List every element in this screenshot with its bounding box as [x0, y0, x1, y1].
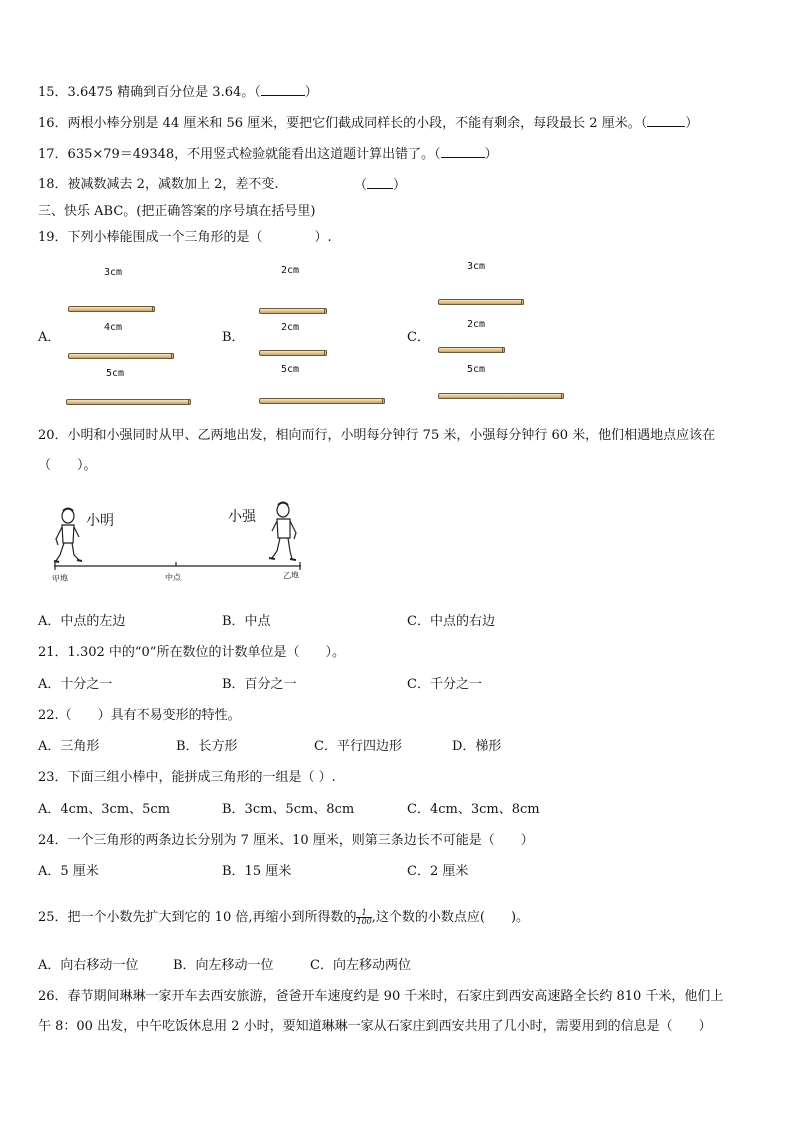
boy-right-icon	[269, 503, 296, 561]
q25-option-c[interactable]: C．向左移动两位	[310, 958, 411, 973]
stick-label: 5cm	[106, 368, 125, 379]
section-title: 三、快乐 ABC。(把正确答案的序号填在括号里)	[38, 204, 316, 219]
q24-option-a[interactable]: A．5 厘米	[38, 864, 99, 879]
question-20-cont: （ ）。	[38, 458, 97, 473]
label-jia: 甲地	[51, 573, 69, 584]
stick-5cm	[438, 393, 564, 399]
q19-option-a-letter[interactable]: A．	[38, 330, 61, 345]
q22-option-c[interactable]: C．平行四边形	[314, 739, 402, 754]
question-26: 26．春节期间琳琳一家开车去西安旅游，爸爸开车速度约是 90 千米时，石家庄到西安高速路全长约 810 千米，他们上	[38, 989, 724, 1004]
stick-5cm	[66, 399, 191, 405]
q23-option-c[interactable]: C．4cm、3cm、8cm	[407, 802, 540, 817]
question-22: 22.（ ）具有不易变形的特性。	[38, 708, 241, 723]
q25-option-b[interactable]: B．向左移动一位	[173, 958, 274, 973]
question-25: 25．把一个小数先扩大到它的 10 倍,再缩小到所得数的 $\frac{1}{100}$ ,这个数的小数点应( )。	[38, 908, 530, 926]
stick-label: 3cm	[467, 261, 486, 272]
stick-3cm	[68, 306, 155, 312]
label-xiaoming: 小明	[86, 513, 114, 529]
boy-left-icon	[54, 509, 82, 563]
answer-blank[interactable]	[441, 145, 485, 158]
stick-3cm	[438, 299, 524, 305]
stick-5cm	[259, 398, 385, 404]
question-24: 24．一个三角形的两条边长分别为 7 厘米、10 厘米，则第三条边长不可能是（ ）	[38, 833, 534, 848]
question-16: 16．两根小棒分别是 44 厘米和 56 厘米，要把它们截成同样长的小段，不能有剩余，每段最长 2 厘米。（ ）	[38, 116, 699, 131]
q20-option-a[interactable]: A．中点的左边	[38, 614, 126, 629]
stick-label: 2cm	[281, 265, 300, 276]
question-18: 18．被减数减去 2，减数加上 2，差不变.	[38, 177, 279, 192]
question-23: 23．下面三组小棒中，能拼成三角形的一组是（ ）.	[38, 770, 336, 785]
q21-option-c[interactable]: C．千分之一	[407, 677, 482, 692]
q20-option-b[interactable]: B．中点	[222, 614, 271, 629]
q23-option-b[interactable]: B．3cm、5cm、8cm	[222, 802, 355, 817]
q23-option-a[interactable]: A．4cm、3cm、5cm	[38, 802, 171, 817]
answer-blank[interactable]	[647, 114, 685, 127]
answer-blank[interactable]	[367, 176, 393, 189]
stick-label: 5cm	[281, 364, 300, 375]
q19-option-b-letter[interactable]: B．	[222, 330, 245, 345]
stick-label: 3cm	[104, 267, 123, 278]
stick-label: 5cm	[467, 364, 486, 375]
question-18-blank: （ ）	[354, 178, 407, 193]
question-20: 20．小明和小强同时从甲、乙两地出发，相向而行，小明每分钟行 75 米，小强每分钟行 60 米，他们相遇地点应该在	[38, 428, 716, 443]
question-17: 17．635×79＝49348，不用竖式检验就能看出这道题计算出错了。（ ）	[38, 147, 498, 162]
stick-label: 2cm	[281, 322, 300, 333]
question-26-cont: 午 8：00 出发，中午吃饭休息用 2 小时，要知道琳琳一家从石家庄到西安共用了几小时，需要用到的信息是（ ）	[38, 1019, 712, 1034]
walking-diagram	[46, 495, 316, 587]
question-19: 19．下列小棒能围成一个三角形的是（ ）.	[38, 230, 332, 245]
fraction-one-hundredth: $\frac{1}{100}$	[356, 908, 372, 926]
q24-option-b[interactable]: B．15 厘米	[222, 864, 292, 879]
label-midpoint: 中点	[165, 573, 181, 582]
q20-option-c[interactable]: C．中点的右边	[407, 614, 495, 629]
answer-blank[interactable]	[261, 83, 305, 96]
question-15: 15．3.6475 精确到百分位是 3.64。（ ）	[38, 85, 318, 100]
stick-label: 4cm	[104, 322, 123, 333]
q22-option-d[interactable]: D．梯形	[452, 739, 502, 754]
label-yi: 乙地	[282, 570, 300, 581]
q21-option-a[interactable]: A．十分之一	[38, 677, 113, 692]
stick-label: 2cm	[467, 319, 486, 330]
q24-option-c[interactable]: C．2 厘米	[407, 864, 469, 879]
stick-2cm	[259, 350, 327, 356]
q19-option-c-letter[interactable]: C．	[407, 330, 430, 345]
q25-option-a[interactable]: A．向右移动一位	[38, 958, 139, 973]
stick-4cm	[68, 353, 174, 359]
q22-option-a[interactable]: A．三角形	[38, 739, 100, 754]
q21-option-b[interactable]: B．百分之一	[222, 677, 297, 692]
q22-option-b[interactable]: B．长方形	[176, 739, 238, 754]
stick-2cm	[259, 308, 327, 314]
question-21: 21．1.302 中的“0”所在数位的计数单位是（ ）。	[38, 645, 345, 660]
stick-2cm	[438, 347, 505, 353]
label-xiaoqiang: 小强	[228, 509, 256, 525]
